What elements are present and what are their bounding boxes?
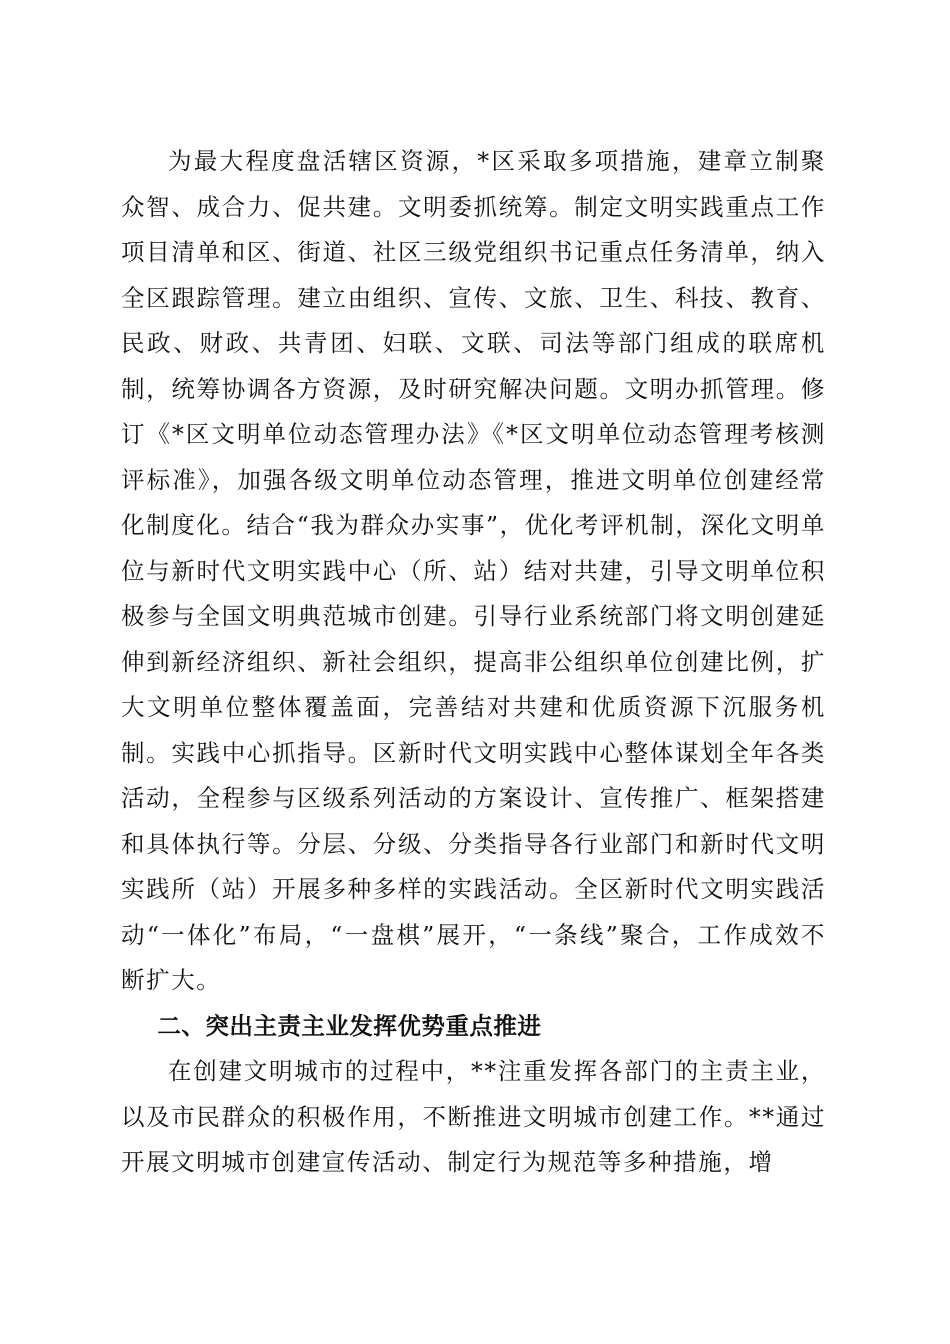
section-heading: 二、突出主责主业发挥优势重点推进	[157, 1011, 542, 1040]
document-body	[121, 139, 826, 1186]
body-paragraph-1: 为最大程度盘活辖区资源，*区采取多项措施，建章立制聚众智、成合力、促共建。文明委抓统筹。制定文明实践重点工作项目清单和区、街道、社区三级党组织书记重点任务清单，纳入全区跟踪管理。建立由组织、宣传、文旅、卫生、科技、教育、民政、财政、共青团、妇联、文联、司法等部门组成的联席机制，统筹协调各方资源，及时研究解决问题。文明办抓管理。修订《*区文明单位动态管理办法》《*区文明单位动态管理考核测评标准》，加强各级文明单位动态管理，推进文明单位创建经常化制度化。结合“我为群众办实事”，优化考评机制，深化文明单位与新时代文明实践中心（所、站）结对共建，引导文明单位积极参与全国文明典范城市创建。引导行业系统部门将文明创建延伸到新经济组织、新社会组织，提高非公组织单位创建比例，扩大文明单位整体覆盖面，完善结对共建和优质资源下沉服务机制。实践中心抓指导。区新时代文明实践中心整体谋划全年各类活动，全程参与区级系列活动的方案设计、宣传推广、框架搭建和具体执行等。分层、分级、分类指导各行业部门和新时代文明实践所（站）开展多种多样的实践活动。全区新时代文明实践活动“一体化”布局，“一盘棋”展开，“一条线”聚合，工作成效不断扩大。	[121, 147, 826, 994]
body-paragraph-2: 在创建文明城市的过程中，**注重发挥各部门的主责主业，以及市民群众的积极作用，不断推进文明城市创建工作。**通过开展文明城市创建宣传活动、制定行为规范等多种措施，增	[121, 1057, 826, 1176]
